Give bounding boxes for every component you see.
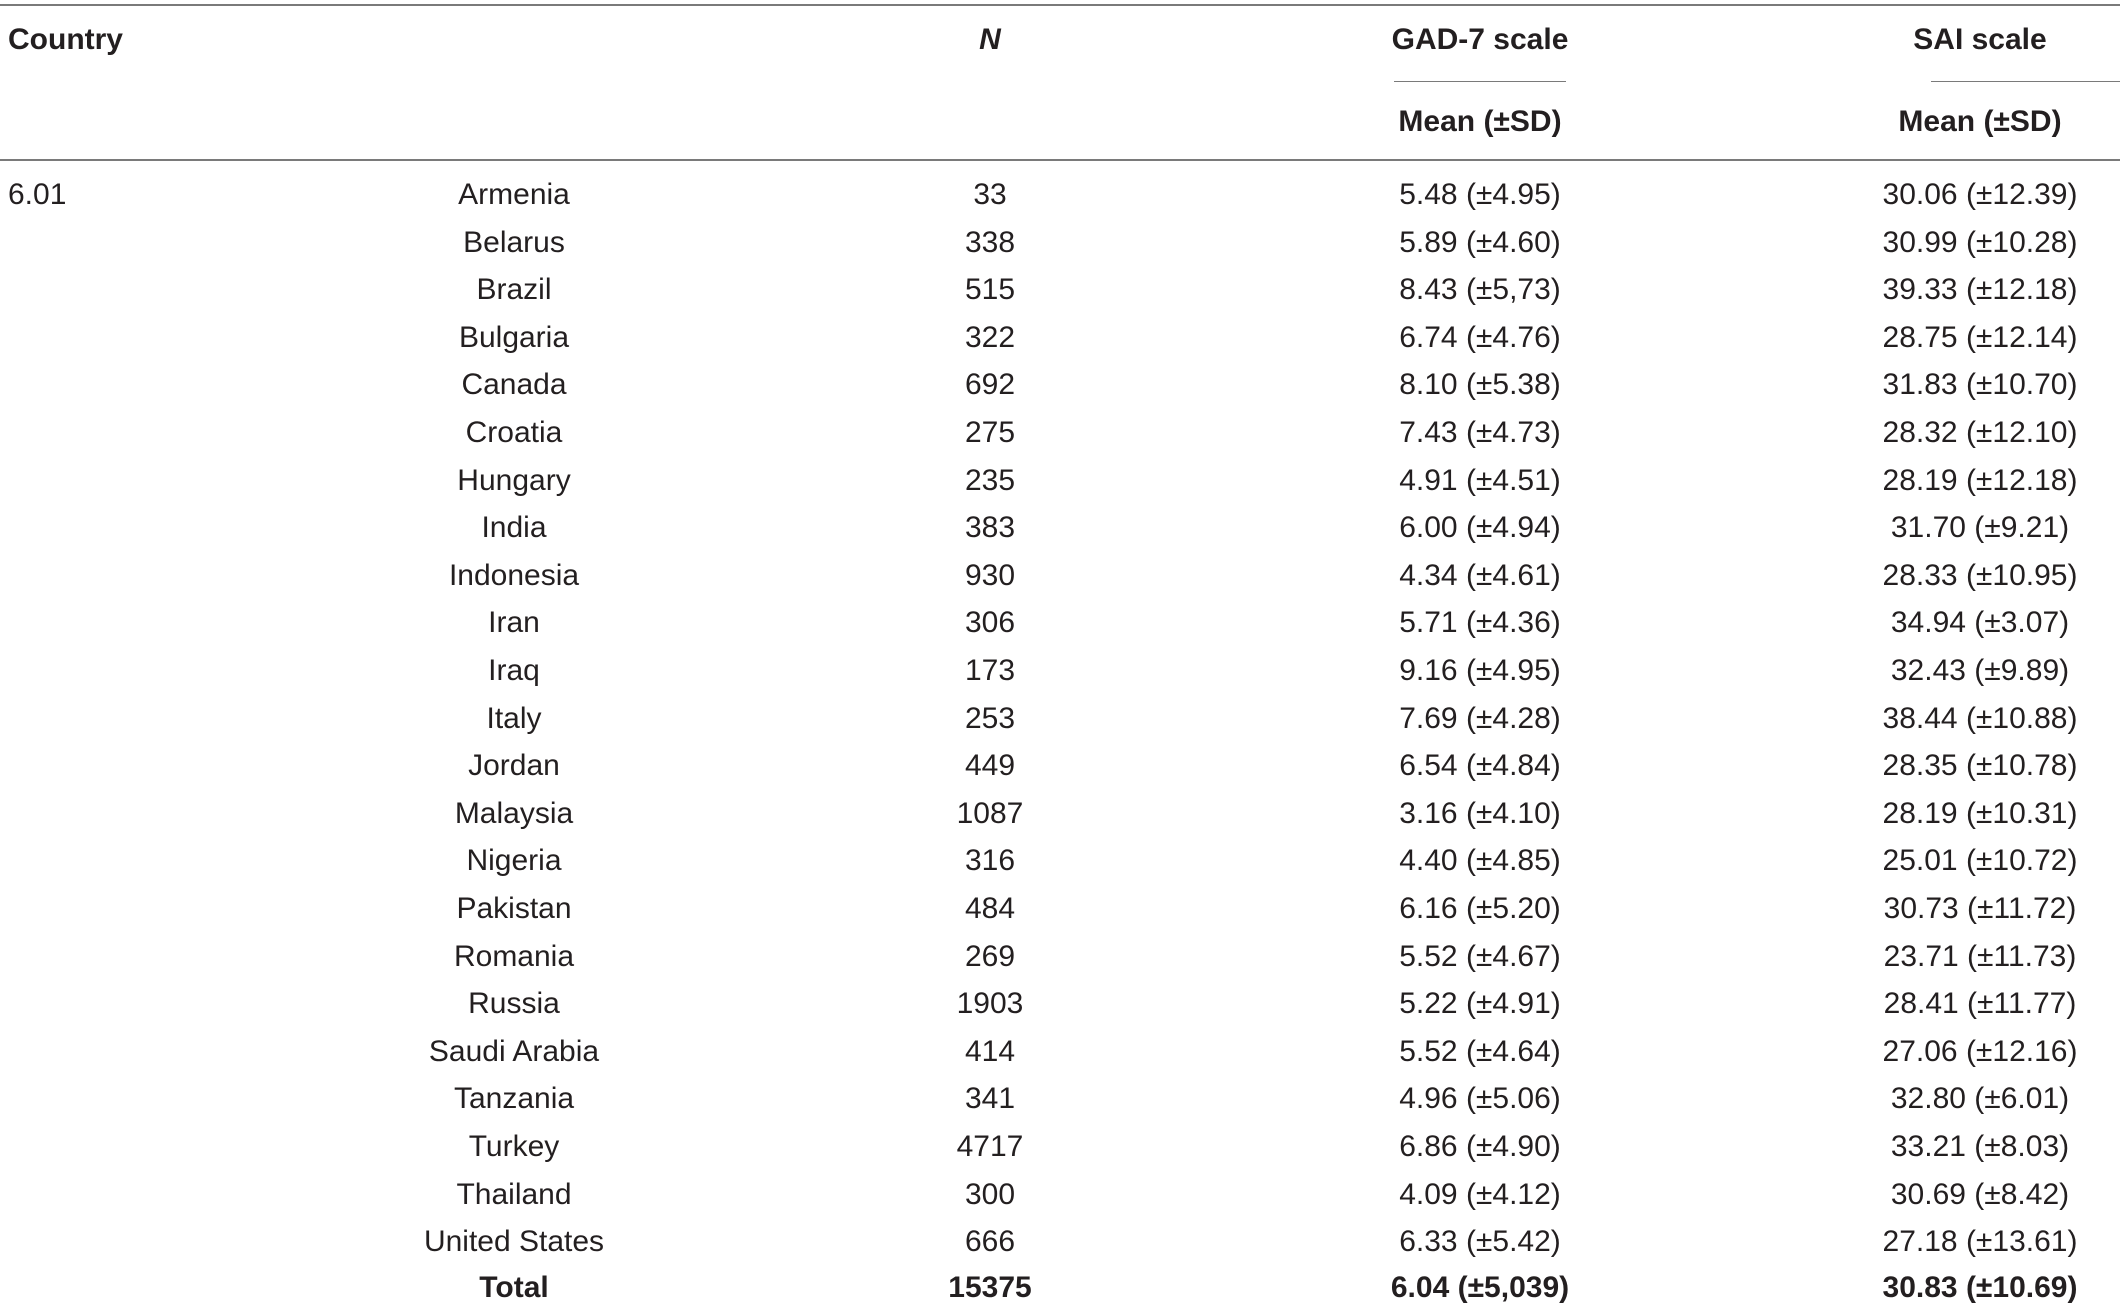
group-label: 6.01 <box>8 178 67 211</box>
total-n: 15375 <box>948 1271 1032 1304</box>
row-gad-mean: 6.54 (±4.84) <box>1399 749 1561 783</box>
header-country: Country <box>8 23 123 56</box>
row-n: 275 <box>964 416 1016 449</box>
row-gad-mean: 4.91 (±4.51) <box>1399 463 1561 497</box>
row-country: Indonesia <box>448 558 580 592</box>
total-country: Total <box>479 1271 549 1304</box>
row-sai-mean: 39.33 (±12.18) <box>1882 273 2078 307</box>
row-sai-mean: 30.73 (±11.72) <box>1883 892 2077 925</box>
row-n: 33 <box>973 178 1007 211</box>
row-gad-mean: 4.34 (±4.61) <box>1399 558 1561 592</box>
row-country: United States <box>423 1225 605 1259</box>
row-n: 338 <box>964 225 1016 259</box>
row-country: Croatia <box>465 416 563 449</box>
row-country: Italy <box>486 701 542 735</box>
row-sai-mean: 27.06 (±12.16) <box>1882 1034 2078 1068</box>
row-n: 1903 <box>956 987 1024 1021</box>
row-sai-mean: 28.19 (±12.18) <box>1882 463 2078 497</box>
row-sai-mean: 34.94 (±3.07) <box>1890 606 2070 640</box>
row-n: 930 <box>964 558 1016 592</box>
row-gad-mean: 5.52 (±4.67) <box>1399 939 1561 973</box>
row-gad-mean: 4.09 (±4.12) <box>1399 1177 1561 1211</box>
row-n: 666 <box>964 1225 1016 1259</box>
row-sai-mean: 28.41 (±11.77) <box>1883 987 2077 1021</box>
row-gad-mean: 7.69 (±4.28) <box>1399 701 1561 735</box>
sai-subheader-rule <box>1931 81 2120 82</box>
row-n: 322 <box>964 320 1016 354</box>
header-gad: GAD-7 scale <box>1391 23 1569 56</box>
row-sai-mean: 38.44 (±10.88) <box>1882 701 2078 735</box>
row-sai-mean: 28.32 (±12.10) <box>1882 416 2078 449</box>
row-gad-mean: 8.43 (±5,73) <box>1399 273 1561 307</box>
header-n: N <box>979 23 1001 56</box>
total-gad: 6.04 (±5,039) <box>1390 1271 1570 1304</box>
row-n: 449 <box>964 749 1016 783</box>
row-gad-mean: 4.40 (±4.85) <box>1399 844 1561 878</box>
row-gad-mean: 6.86 (±4.90) <box>1399 1130 1561 1163</box>
row-sai-mean: 27.18 (±13.61) <box>1882 1225 2078 1259</box>
row-sai-mean: 23.71 (±11.73) <box>1883 939 2077 973</box>
row-country: Pakistan <box>456 892 572 925</box>
row-gad-mean: 5.22 (±4.91) <box>1399 987 1561 1021</box>
row-gad-mean: 5.52 (±4.64) <box>1399 1034 1561 1068</box>
row-n: 1087 <box>956 796 1024 830</box>
row-n: 4717 <box>956 1130 1024 1163</box>
row-country: Jordan <box>468 749 560 783</box>
row-n: 269 <box>964 939 1016 973</box>
row-gad-mean: 5.48 (±4.95) <box>1399 178 1561 211</box>
row-sai-mean: 33.21 (±8.03) <box>1890 1130 2070 1163</box>
row-n: 383 <box>964 511 1016 545</box>
row-country: Belarus <box>463 225 565 259</box>
row-gad-mean: 5.89 (±4.60) <box>1399 225 1561 259</box>
row-country: Tanzania <box>453 1082 575 1116</box>
row-country: Turkey <box>468 1130 560 1163</box>
row-n: 341 <box>964 1082 1016 1116</box>
row-sai-mean: 28.19 (±10.31) <box>1882 796 2078 830</box>
row-country: Iran <box>488 606 540 640</box>
row-sai-mean: 30.99 (±10.28) <box>1882 225 2078 259</box>
row-sai-mean: 28.35 (±10.78) <box>1882 749 2078 783</box>
top-rule <box>0 4 2120 6</box>
row-n: 306 <box>964 606 1016 640</box>
row-country: Romania <box>453 939 575 973</box>
row-n: 173 <box>964 654 1016 687</box>
row-n: 316 <box>964 844 1016 878</box>
row-country: Bulgaria <box>458 320 570 354</box>
row-gad-mean: 6.74 (±4.76) <box>1399 320 1561 354</box>
subheader-gad-mean: Mean (±SD) <box>1398 105 1562 138</box>
row-sai-mean: 32.43 (±9.89) <box>1890 654 2070 687</box>
row-n: 692 <box>964 368 1016 402</box>
row-sai-mean: 30.06 (±12.39) <box>1882 178 2078 211</box>
row-gad-mean: 9.16 (±4.95) <box>1399 654 1561 687</box>
row-gad-mean: 6.00 (±4.94) <box>1399 511 1561 545</box>
row-country: Hungary <box>457 463 571 497</box>
row-sai-mean: 31.83 (±10.70) <box>1882 368 2078 402</box>
row-gad-mean: 4.96 (±5.06) <box>1399 1082 1561 1116</box>
row-n: 300 <box>964 1177 1016 1211</box>
row-country: Nigeria <box>466 844 562 878</box>
row-gad-mean: 7.43 (±4.73) <box>1399 416 1561 449</box>
row-country: Armenia <box>458 178 570 211</box>
row-gad-mean: 5.71 (±4.36) <box>1399 606 1561 640</box>
row-country: Malaysia <box>454 796 574 830</box>
row-gad-mean: 6.16 (±5.20) <box>1399 892 1561 925</box>
row-sai-mean: 28.75 (±12.14) <box>1882 320 2078 354</box>
row-n: 414 <box>964 1034 1016 1068</box>
row-country: Saudi Arabia <box>428 1034 600 1068</box>
row-sai-mean: 30.69 (±8.42) <box>1890 1177 2070 1211</box>
row-country: Canada <box>461 368 567 402</box>
row-n: 235 <box>964 463 1016 497</box>
row-gad-mean: 6.33 (±5.42) <box>1399 1225 1561 1259</box>
row-n: 484 <box>964 892 1016 925</box>
gad-subheader-rule <box>1394 81 1566 82</box>
row-n: 515 <box>964 273 1016 307</box>
row-gad-mean: 3.16 (±4.10) <box>1399 796 1561 830</box>
total-sai: 30.83 (±10.69) <box>1882 1271 2078 1304</box>
row-sai-mean: 31.70 (±9.21) <box>1890 511 2070 545</box>
row-sai-mean: 28.33 (±10.95) <box>1882 558 2078 592</box>
row-gad-mean: 8.10 (±5.38) <box>1399 368 1561 402</box>
row-n: 253 <box>964 701 1016 735</box>
header-sai: SAI scale <box>1913 23 2047 56</box>
header-bottom-rule <box>0 159 2120 161</box>
row-country: India <box>481 511 547 545</box>
row-sai-mean: 25.01 (±10.72) <box>1882 844 2078 878</box>
row-country: Brazil <box>476 273 552 307</box>
row-country: Russia <box>468 987 560 1021</box>
subheader-sai-mean: Mean (±SD) <box>1898 105 2062 138</box>
row-country: Thailand <box>456 1177 572 1211</box>
row-sai-mean: 32.80 (±6.01) <box>1890 1082 2070 1116</box>
row-country: Iraq <box>488 654 540 687</box>
